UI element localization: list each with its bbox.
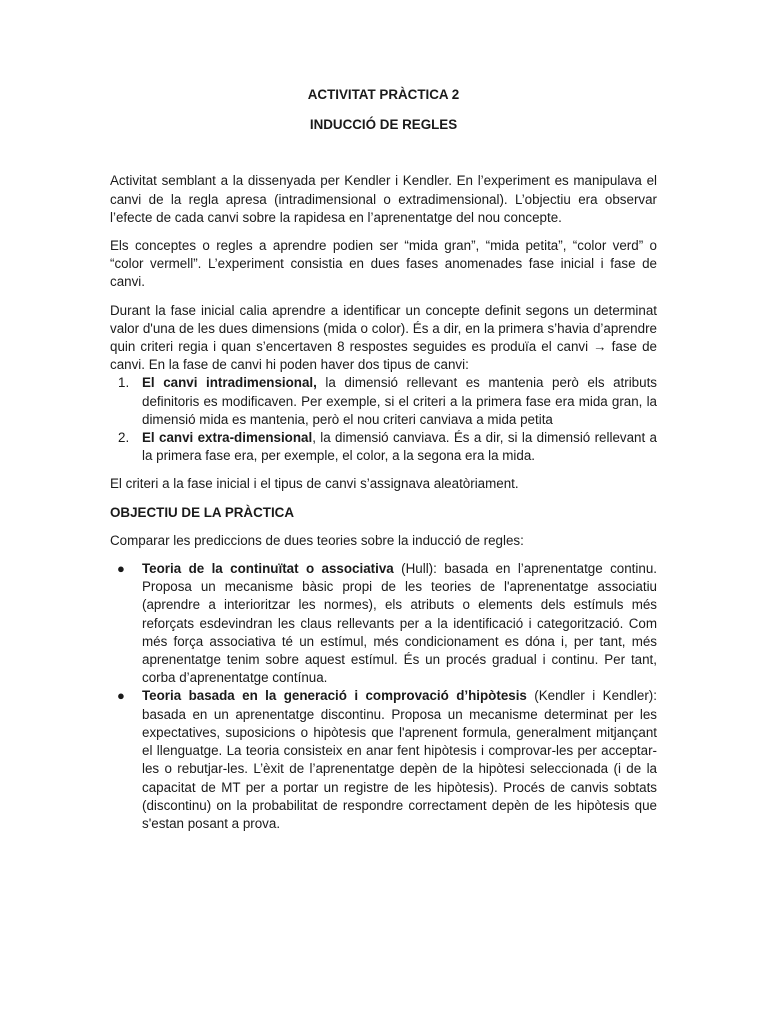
list-item-text: (Hull): basada en l’aprenentatge continu. Proposa un mecanisme bàsic propi de les teories de l'aprenentatge associatiu (aprendre a interioritzar les normes), els atributs o elements dels estímuls més reforçats esdevindran les claus rellevants per a la identificació i categorització. Com més força associativa té un estímul, més condicionament es dóna i, per tant, més aprenentatge tenim sobre aquest estímul. És un procés gradual i continu. Per tant, corba d’aprenentatge contínua. [142,561,657,686]
document-subtitle: INDUCCIÓ DE REGLES [309,117,458,133]
objective-intro: Comparar les prediccions de dues teories sobre la inducció de regles: [110,532,524,548]
list-number: 1. [118,375,130,391]
list-item-continuity-theory [110,560,657,687]
list-item-extradimensional [110,429,657,465]
list-item-term: El canvi intradimensional, [142,375,317,391]
change-types-list [110,374,657,465]
theories-list [110,560,657,833]
list-number: 2. [118,430,130,446]
list-item-text: la dimensió rellevant es mantenia però els atributs definitoris es modificaven. Per exemple, si el criteri a la primera fase era mida gran, la dimensió mida es mantenia, però el nou criteri canviava a mida petita [142,375,657,427]
list-item-term: Teoria de la continuïtat o associativa [142,561,394,577]
random-assignment-paragraph: El criteri a la fase inicial i el tipus de canvi s’assignava aleatòriament. [110,476,519,492]
initial-phase-paragraph: Durant la fase inicial calia aprendre a identificar un concepte definit segons un determinat valor d'una de les dues dimensions (mida o color). És a dir, en la primera s’havia d’aprendre quin criteri regia i quan s’encertaven 8 respostes seguides es produïa el canvi → fase de canvi. En la fase de canvi hi poden haver dos tipus de canvi: [110,302,657,373]
document-body [110,86,657,833]
list-item-text: (Kendler i Kendler): basada en un aprenentatge discontinu. Proposa un mecanisme determinat per les expectatives, suposicions o hipòtesis que l'aprenent formula, generalment mitjançant el llenguatge. La teoria consisteix en anar fent hipòtesis i comprovar-les per acceptar-les o rebutjar-les. L’èxit de l’aprenentatge depèn de la hipòtesi seleccionada (i de la capacitat de MT per a portar un registre de les hipòtesis). Procés de canvis sobtats (discontinu) on la probabilitat de respondre correctament depèn de les hipòtesis que s'estan posant a prova. [142,688,657,831]
list-item-term: Teoria basada en la generació i comprovació d’hipòtesis [142,688,527,704]
bullet-icon: ● [117,561,125,577]
list-item-intradimensional [110,374,657,429]
objective-heading: OBJECTIU DE LA PRÀCTICA [110,504,295,520]
list-item-text: , la dimensió canviava. És a dir, si la dimensió rellevant a la primera fase era, per exemple, el color, a la segona era la mida. [142,430,657,464]
intro-paragraph: Activitat semblant a la dissenyada per Kendler i Kendler. En l’experiment es manipulava el canvi de la regla apresa (intradimensional o extradimensional). L’objectiu era observar l’efecte de cada canvi sobre la rapidesa en l’aprenentatge del nou concepte. [110,173,657,225]
bullet-icon: ● [117,688,125,704]
list-item-hypothesis-theory [110,687,657,833]
document-title: ACTIVITAT PRÀCTICA 2 [307,87,460,102]
concepts-paragraph: Els conceptes o regles a aprendre podien ser “mida gran”, “mida petita”, “color verd” o “color vermell”. L’experiment consistia en dues fases anomenades fase inicial i fase de canvi. [110,238,657,290]
list-item-term: El canvi extra-dimensional [142,430,313,446]
